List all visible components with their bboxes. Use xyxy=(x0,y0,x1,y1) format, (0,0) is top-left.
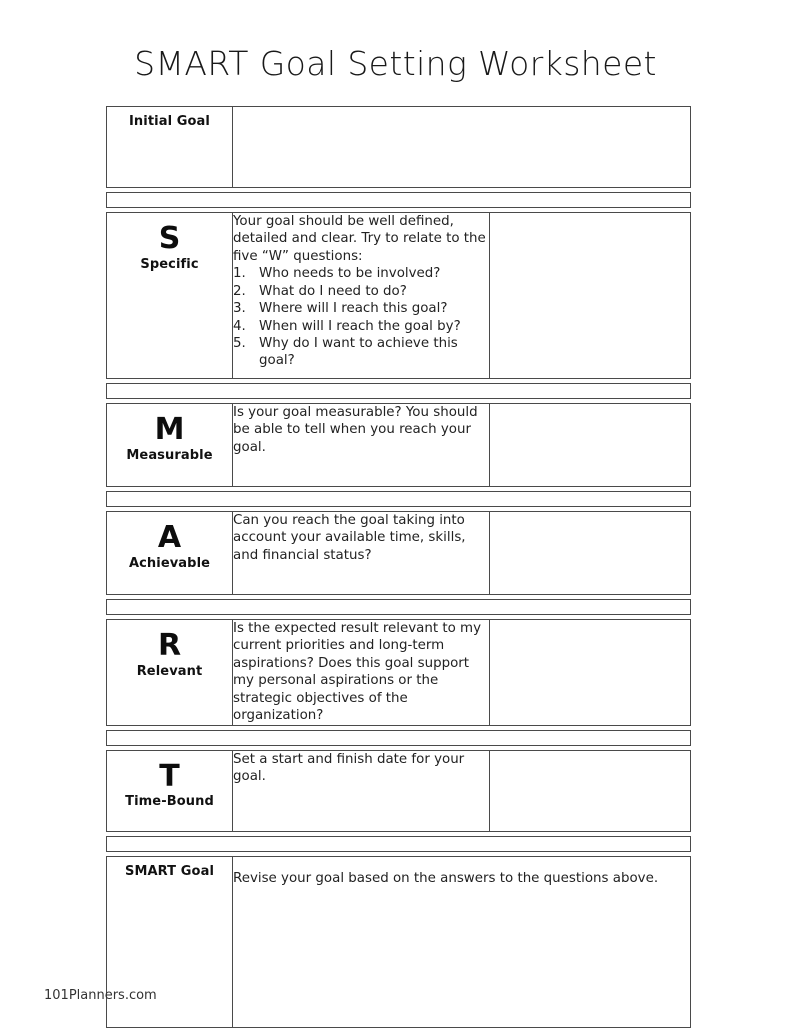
measurable-name: Measurable xyxy=(126,447,213,463)
relevant-label-cell xyxy=(107,620,233,726)
time-bound-letter: T xyxy=(159,758,180,794)
list-item xyxy=(233,318,489,335)
table-row-time-bound xyxy=(107,750,691,831)
time-bound-prompt-cell xyxy=(233,750,490,831)
table-row-specific xyxy=(107,213,691,379)
specific-intro-text: Your goal should be well defined, detailed and clear. Try to relate to the five “W” questions: xyxy=(233,214,486,264)
question-number: 2. xyxy=(233,283,246,299)
table-row-initial-goal xyxy=(107,107,691,188)
list-item xyxy=(233,265,489,282)
specific-question-list xyxy=(233,265,489,370)
table-row-relevant xyxy=(107,620,691,726)
spacer-strip-3 xyxy=(107,492,691,507)
spacer-strip-1 xyxy=(107,193,691,208)
initial-goal-label-cell xyxy=(107,107,233,188)
relevant-letter: R xyxy=(157,628,182,663)
list-item xyxy=(233,335,489,370)
specific-label-cell xyxy=(107,213,233,379)
initial-goal-label: Initial Goal xyxy=(128,114,210,129)
initial-goal-answer-field[interactable] xyxy=(233,107,691,188)
question-text: Who needs to be involved? xyxy=(259,266,441,282)
table-row-smart-goal xyxy=(107,856,691,1027)
spacer-strip-2 xyxy=(107,384,691,399)
achievable-name: Achievable xyxy=(128,555,211,571)
question-number: 1. xyxy=(233,266,246,282)
specific-answer-field[interactable] xyxy=(490,213,691,379)
question-number: 4. xyxy=(233,318,246,334)
relevant-answer-field[interactable] xyxy=(490,620,691,726)
footer-branding: 101Planners.com xyxy=(44,988,157,1003)
measurable-label-cell xyxy=(107,404,233,487)
time-bound-label-cell xyxy=(107,750,233,831)
achievable-label-cell xyxy=(107,512,233,595)
time-bound-name: Time-Bound xyxy=(125,794,214,810)
relevant-name: Relevant xyxy=(136,663,203,679)
time-bound-prompt-text: Set a start and finish date for your goal. xyxy=(233,751,465,784)
specific-name: Specific xyxy=(140,256,199,272)
measurable-answer-field[interactable] xyxy=(490,404,691,487)
question-text: Where will I reach this goal? xyxy=(259,301,448,317)
question-number: 5. xyxy=(233,335,246,351)
smart-goal-answer-cell[interactable] xyxy=(233,856,691,1027)
question-text: When will I reach the goal by? xyxy=(259,318,461,334)
measurable-letter: M xyxy=(154,412,185,447)
spacer-strip-5 xyxy=(107,730,691,745)
achievable-letter: A xyxy=(157,520,182,555)
time-bound-answer-field[interactable] xyxy=(490,750,691,831)
smart-goal-label: SMART Goal xyxy=(124,863,214,879)
table-row-measurable xyxy=(107,404,691,487)
question-number: 3. xyxy=(233,301,246,317)
smart-goal-prompt-text: Revise your goal based on the answers to the questions above. xyxy=(233,870,659,886)
smart-goal-table xyxy=(106,106,691,1028)
spacer-strip-6 xyxy=(107,836,691,851)
achievable-prompt-text: Can you reach the goal taking into account your available time, skills, and financial status? xyxy=(233,513,466,563)
list-item xyxy=(233,283,489,300)
achievable-prompt-cell xyxy=(233,512,490,595)
specific-letter: S xyxy=(158,221,181,256)
measurable-prompt-text: Is your goal measurable? You should be able to tell when you reach your goal. xyxy=(233,405,478,455)
page-title: SMART Goal Setting Worksheet xyxy=(134,44,657,83)
question-text: What do I need to do? xyxy=(259,283,407,299)
table-row-achievable xyxy=(107,512,691,595)
list-item xyxy=(233,300,489,317)
question-text: Why do I want to achieve this goal? xyxy=(259,335,458,369)
spacer-strip-4 xyxy=(107,600,691,615)
relevant-prompt-cell xyxy=(233,620,490,726)
measurable-prompt-cell xyxy=(233,404,490,487)
specific-prompt-cell xyxy=(233,213,490,379)
relevant-prompt-text: Is the expected result relevant to my current priorities and long-term aspirations? Does this goal support my personal aspirations or the strategic objectives of the organization? xyxy=(233,621,482,724)
achievable-answer-field[interactable] xyxy=(490,512,691,595)
